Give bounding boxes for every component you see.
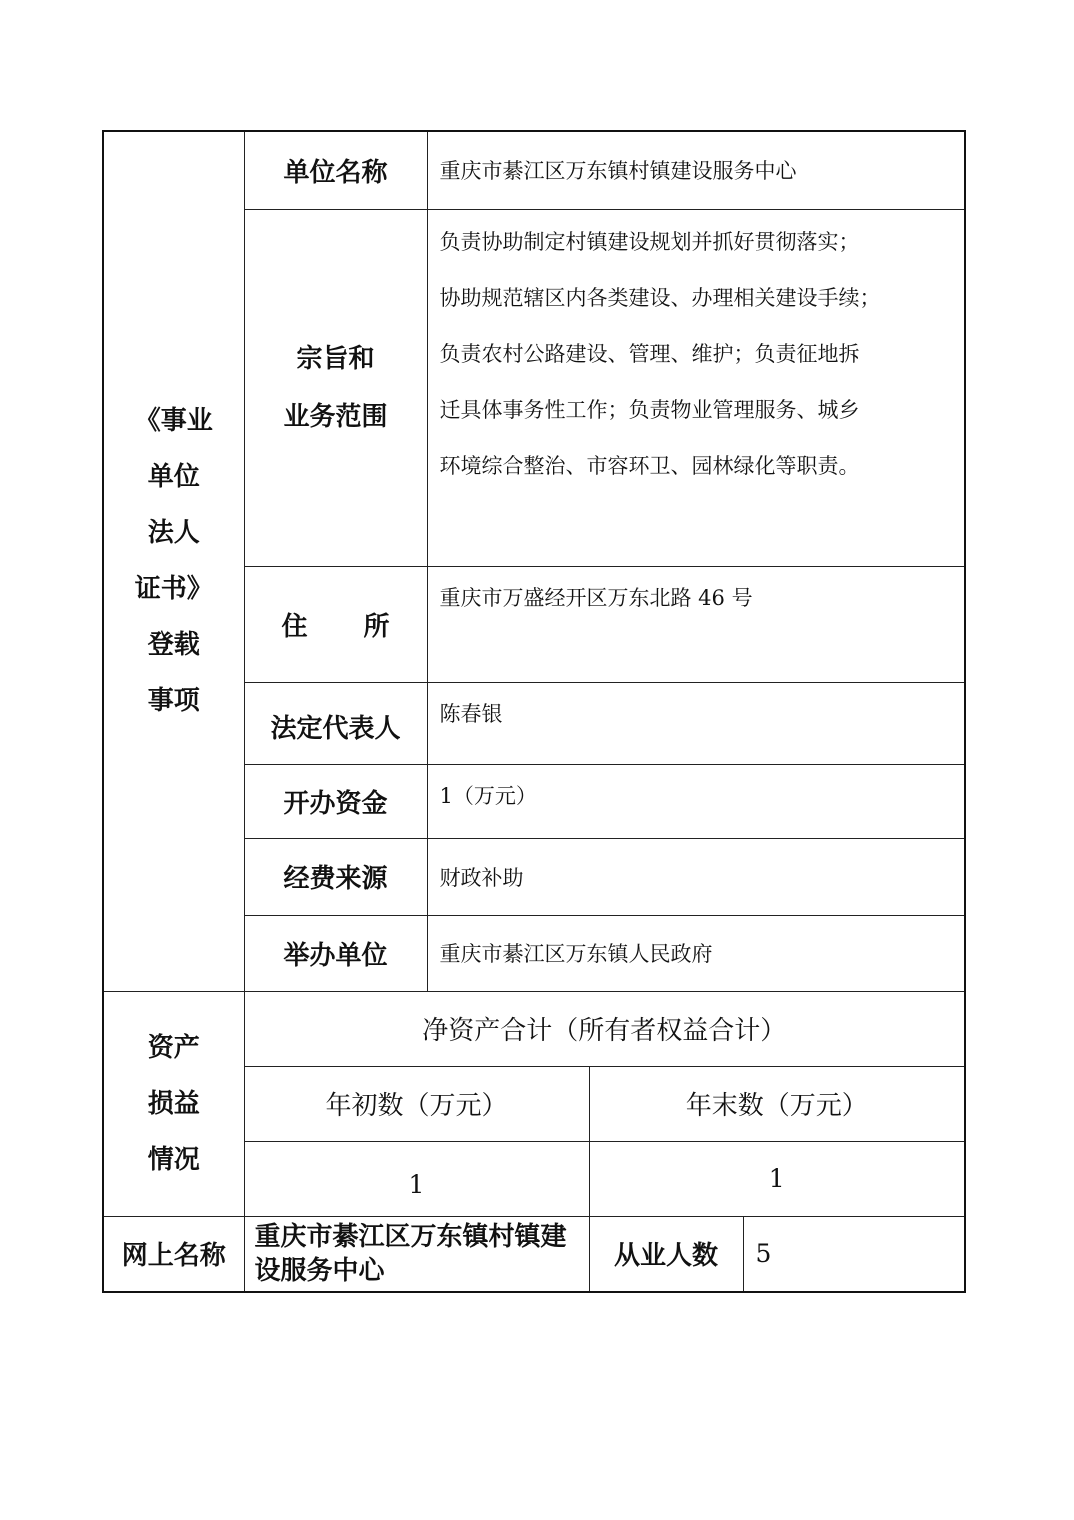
year-begin-value: 1 [244,1141,589,1216]
capital-value: 1（万元） [427,764,965,838]
legal-rep-value: 陈春银 [427,682,965,764]
funding-value: 财政补助 [427,838,965,915]
row-footer [103,1216,965,1292]
online-name-value: 重庆市綦江区万东镇村镇建设服务中心 [244,1216,589,1292]
year-begin-label: 年初数（万元） [244,1066,589,1141]
sponsor-value: 重庆市綦江区万东镇人民政府 [427,915,965,991]
address-label: 住所 [244,566,427,682]
address-value: 重庆市万盛经开区万东北路 46 号 [427,566,965,682]
unit-name-value: 重庆市綦江区万东镇村镇建设服务中心 [427,131,965,209]
staff-count-value: 5 [743,1216,965,1292]
funding-label: 经费来源 [244,838,427,915]
unit-name-label: 单位名称 [244,131,427,209]
net-assets-header: 净资产合计（所有者权益合计） [244,991,965,1066]
section-assets-label: 资产 损益 情况 [103,991,244,1216]
year-end-label: 年末数（万元） [589,1066,965,1141]
section-registration-label: 《事业 单位 法人 证书》 登载 事项 [103,131,244,991]
scope-line: 迁具体事务性工作；负责物业管理服务、城乡 [439,397,860,422]
scope-line: 协助规范辖区内各类建设、办理相关建设手续； [439,285,881,310]
row-assets-header [103,991,965,1066]
scope-line: 负责农村公路建设、管理、维护；负责征地拆 [439,341,860,366]
capital-label: 开办资金 [244,764,427,838]
sponsor-label: 举办单位 [244,915,427,991]
scope-label: 宗旨和 业务范围 [244,209,427,566]
scope-line: 环境综合整治、市容环卫、园林绿化等职责。 [439,453,860,478]
row-unit-name [103,131,965,209]
year-end-value: 1 [589,1141,965,1216]
staff-count-label: 从业人数 [589,1216,743,1292]
legal-rep-label: 法定代表人 [244,682,427,764]
registration-table [102,130,966,1293]
online-name-label: 网上名称 [103,1216,244,1292]
scope-line: 负责协助制定村镇建设规划并抓好贯彻落实； [439,229,860,254]
scope-value [427,209,965,566]
